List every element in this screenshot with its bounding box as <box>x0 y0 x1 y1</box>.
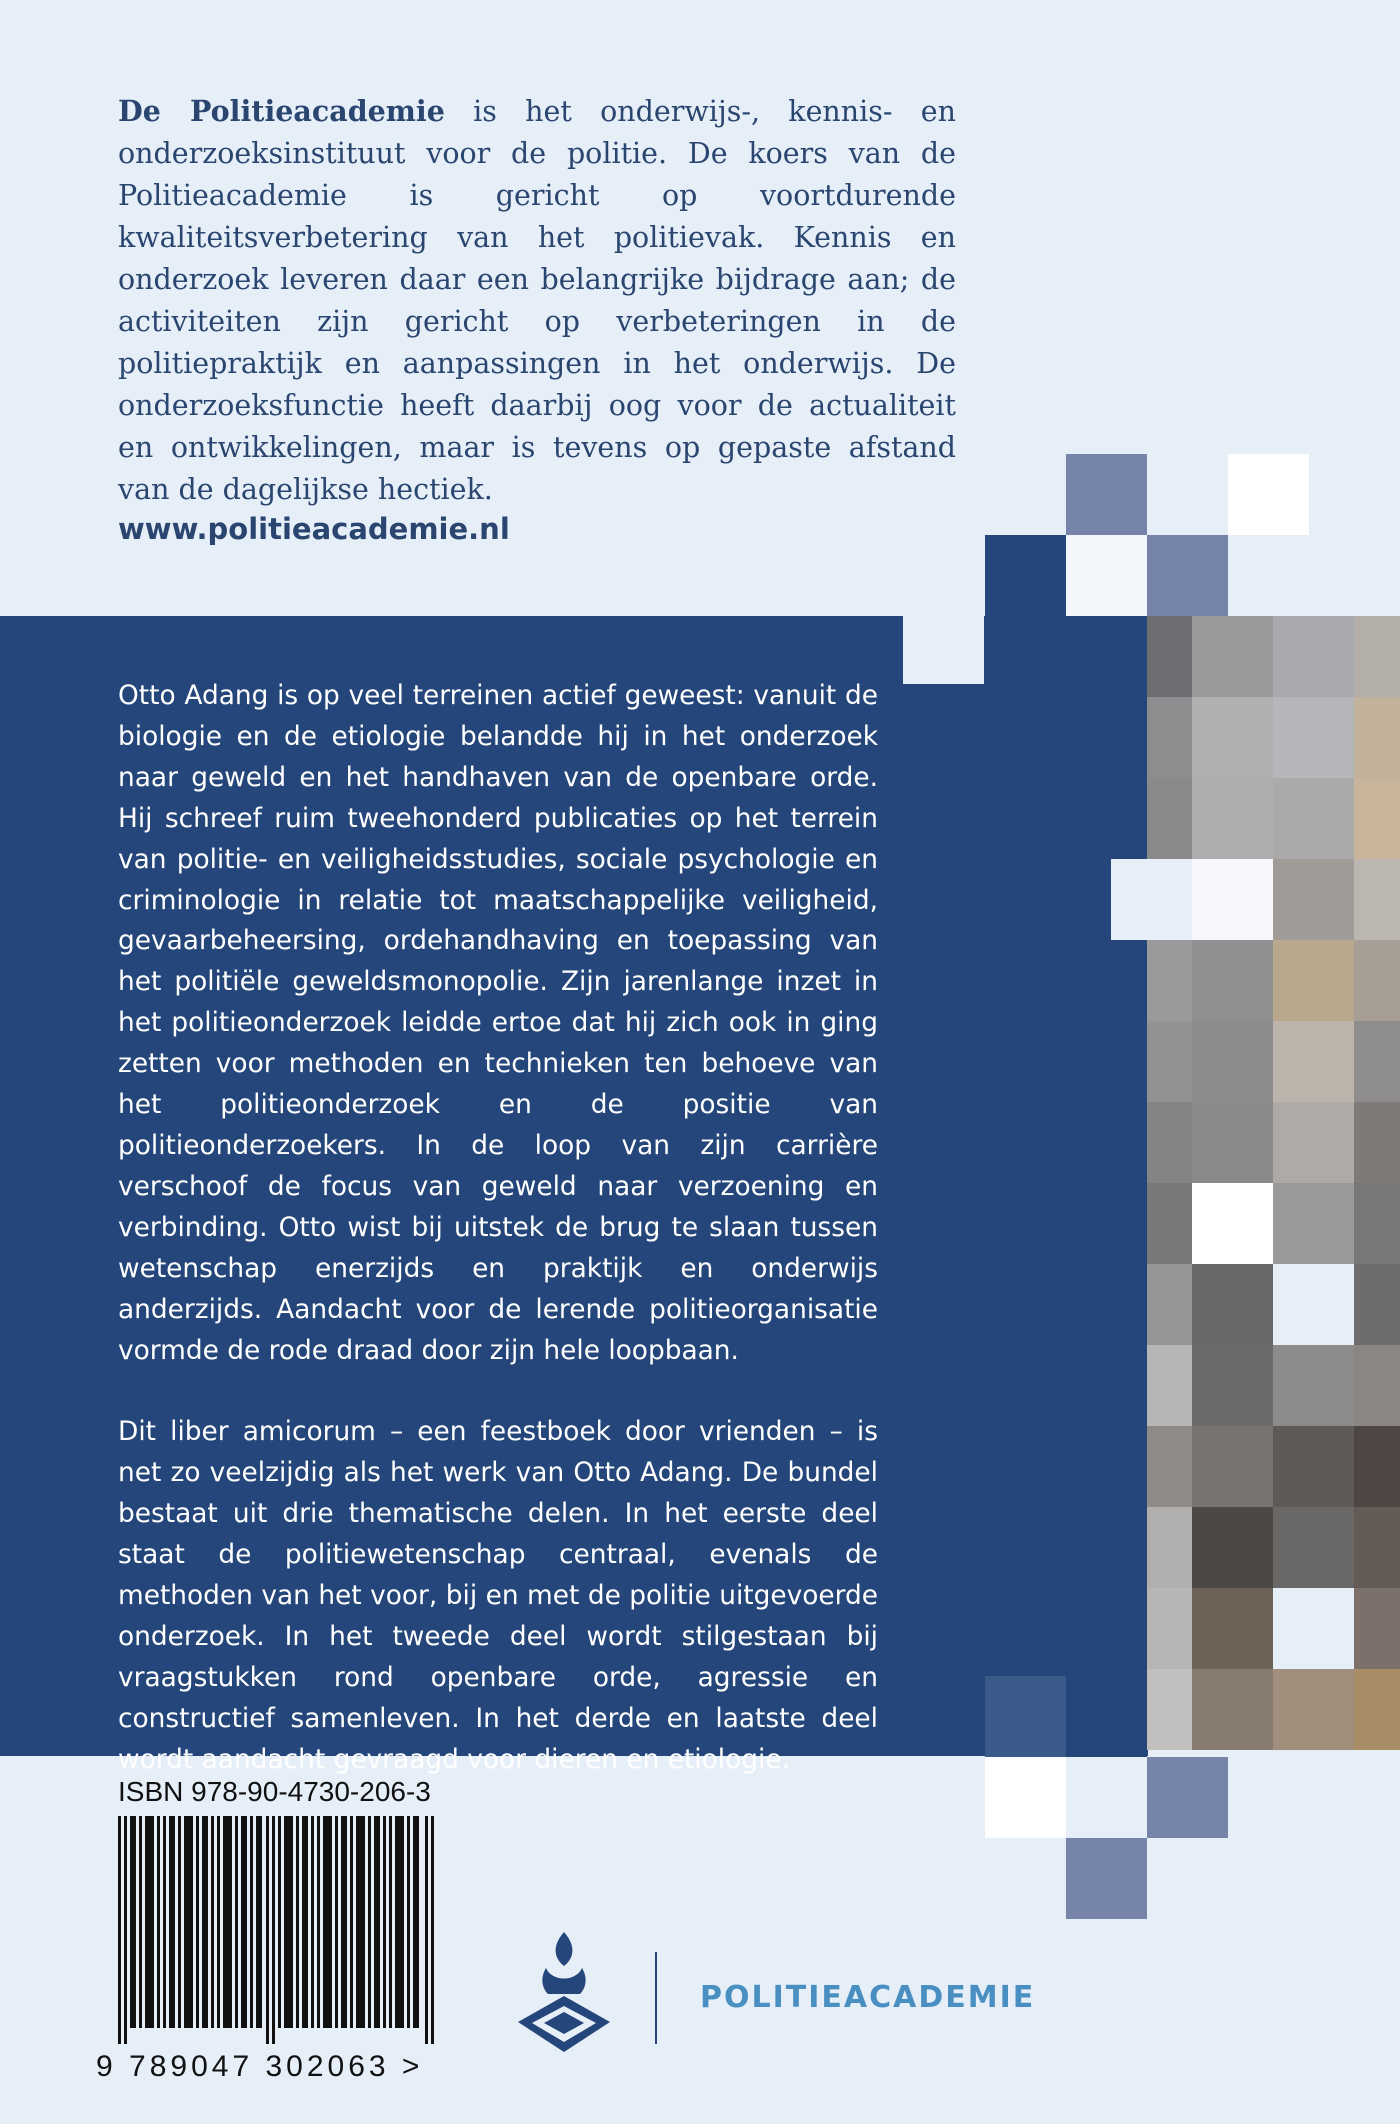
mosaic-tile <box>1273 859 1354 940</box>
intro-brand: De Politieacademie <box>118 94 445 128</box>
mosaic-tile <box>1192 1183 1273 1264</box>
mosaic-tile <box>1273 1021 1354 1102</box>
mosaic-tile <box>1354 1426 1400 1507</box>
mosaic-tile <box>1354 1021 1400 1102</box>
mosaic-tile <box>1192 778 1273 859</box>
mosaic-tile <box>1273 1588 1354 1669</box>
mosaic-tile <box>1228 454 1309 535</box>
police-flame-emblem-icon <box>516 1930 612 2054</box>
mosaic-tile <box>1354 616 1400 697</box>
mosaic-tile <box>1066 1676 1147 1757</box>
mosaic-tile <box>1192 1021 1273 1102</box>
mosaic-tile <box>1273 1102 1354 1183</box>
mosaic-tile <box>1147 535 1228 616</box>
barcode-digits: 9 789047 302063 > <box>96 2050 424 2083</box>
intro-paragraph <box>118 90 956 511</box>
description-text <box>118 676 878 1822</box>
mosaic-tile <box>1192 697 1273 778</box>
mosaic-tile <box>1066 454 1147 535</box>
mosaic-tile <box>1273 697 1354 778</box>
mosaic-tile <box>1354 1507 1400 1588</box>
mosaic-tile <box>1354 1183 1400 1264</box>
logo-divider <box>655 1952 657 2044</box>
mosaic-tile <box>1192 1102 1273 1183</box>
mosaic-tile <box>1192 940 1273 1021</box>
mosaic-tile <box>1273 1507 1354 1588</box>
mosaic-tile <box>1273 778 1354 859</box>
mosaic-tile <box>903 616 984 684</box>
mosaic-tile <box>1192 1669 1273 1750</box>
mosaic-tile <box>1066 1838 1147 1919</box>
mosaic-tile <box>1192 859 1273 940</box>
mosaic-tile <box>985 616 1066 697</box>
mosaic-tile <box>1147 1757 1228 1838</box>
website-url: www.politieacademie.nl <box>118 512 510 546</box>
intro-text: is het onderwijs-, kennis- en onderzoeksinstituut voor de politie. De koers van de Politieacademie is gericht op voortdurende kwaliteitsverbetering van het politievak. Kennis en onderzoek leveren daar een belangrijke bijdrage aan; de activiteiten zijn gericht op verbeteringen in de politiepraktijk en aanpassingen in het onderwijs. De onderzoeksfunctie heeft daarbij oog voor de actualiteit en ontwikkelingen, maar is tevens op gepaste afstand van de dagelijkse hectiek. <box>118 95 957 506</box>
mosaic-tile <box>985 1676 1066 1757</box>
mosaic-tile <box>985 1757 1066 1838</box>
barcode-icon <box>118 1816 434 2044</box>
isbn-label: ISBN 978-90-4730-206-3 <box>118 1776 431 1807</box>
mosaic-tile <box>1192 1264 1273 1345</box>
mosaic-tile <box>1354 1588 1400 1669</box>
mosaic-tile <box>1354 1345 1400 1426</box>
mosaic-tile <box>1273 1183 1354 1264</box>
mosaic-tile <box>985 535 1066 616</box>
mosaic-tile <box>1192 1507 1273 1588</box>
mosaic-tile <box>1066 535 1147 616</box>
description-paragraph-2: Dit liber amicorum – een feestboek door vrienden – is net zo veelzijdig als het werk van Otto Adang. De bundel bestaat uit drie thematische delen. In het eerste deel staat de politiewetenschap centraal, evenals de methoden van het voor, bij en met de politie uitgevoerde onderzoek. In het tweede deel wordt stilgestaan bij vraagstukken rond openbare orde, agressie en constructief samenleven. In het derde en laatste deel wordt aandacht gevraagd voor dieren en etiologie. <box>118 1416 878 1775</box>
mosaic-tile <box>1192 1588 1273 1669</box>
mosaic-tile <box>1354 1264 1400 1345</box>
politieacademie-wordmark: POLITIEACADEMIE <box>700 1980 1036 2015</box>
mosaic-tile <box>1273 1345 1354 1426</box>
mosaic-tile <box>1273 616 1354 697</box>
mosaic-tile <box>1354 1669 1400 1750</box>
mosaic-tile <box>1354 940 1400 1021</box>
mosaic-tile <box>1192 1426 1273 1507</box>
mosaic-tile <box>1354 1102 1400 1183</box>
mosaic-tile <box>1354 859 1400 940</box>
mosaic-tile <box>1354 697 1400 778</box>
mosaic-tile <box>1273 1669 1354 1750</box>
mosaic-tile <box>1273 1426 1354 1507</box>
mosaic-tile <box>1354 778 1400 859</box>
mosaic-tile <box>1273 1264 1354 1345</box>
mosaic-tile <box>1192 616 1273 697</box>
description-paragraph-1: Otto Adang is op veel terreinen actief geweest: vanuit de biologie en de etiologie belandde hij in het onderzoek naar geweld en het handhaven van de openbare orde. Hij schreef ruim tweehonderd publicaties op het terrein van politie- en veiligheidsstudies, sociale psychologie en criminologie in relatie tot maatschappelijke veiligheid, gevaarbeheersing, ordehandhaving en toepassing van het politiële geweldsmonopolie. Zijn jarenlange inzet in het politieonderzoek leidde ertoe dat hij zich ook in ging zetten voor methoden en technieken ten behoeve van het politieonderzoek en de positie van politieonderzoekers. In de loop van zijn carrière verschoof de focus van geweld naar verzoening en verbinding. Otto wist bij uitstek de brug te slaan tussen wetenschap enerzijds en praktijk en onderwijs anderzijds. Aandacht voor de lerende politieorganisatie vormde de rode draad door zijn hele loopbaan. <box>118 680 878 1366</box>
mosaic-tile <box>1111 859 1192 940</box>
mosaic-tile <box>1273 940 1354 1021</box>
mosaic-tile <box>1192 1345 1273 1426</box>
